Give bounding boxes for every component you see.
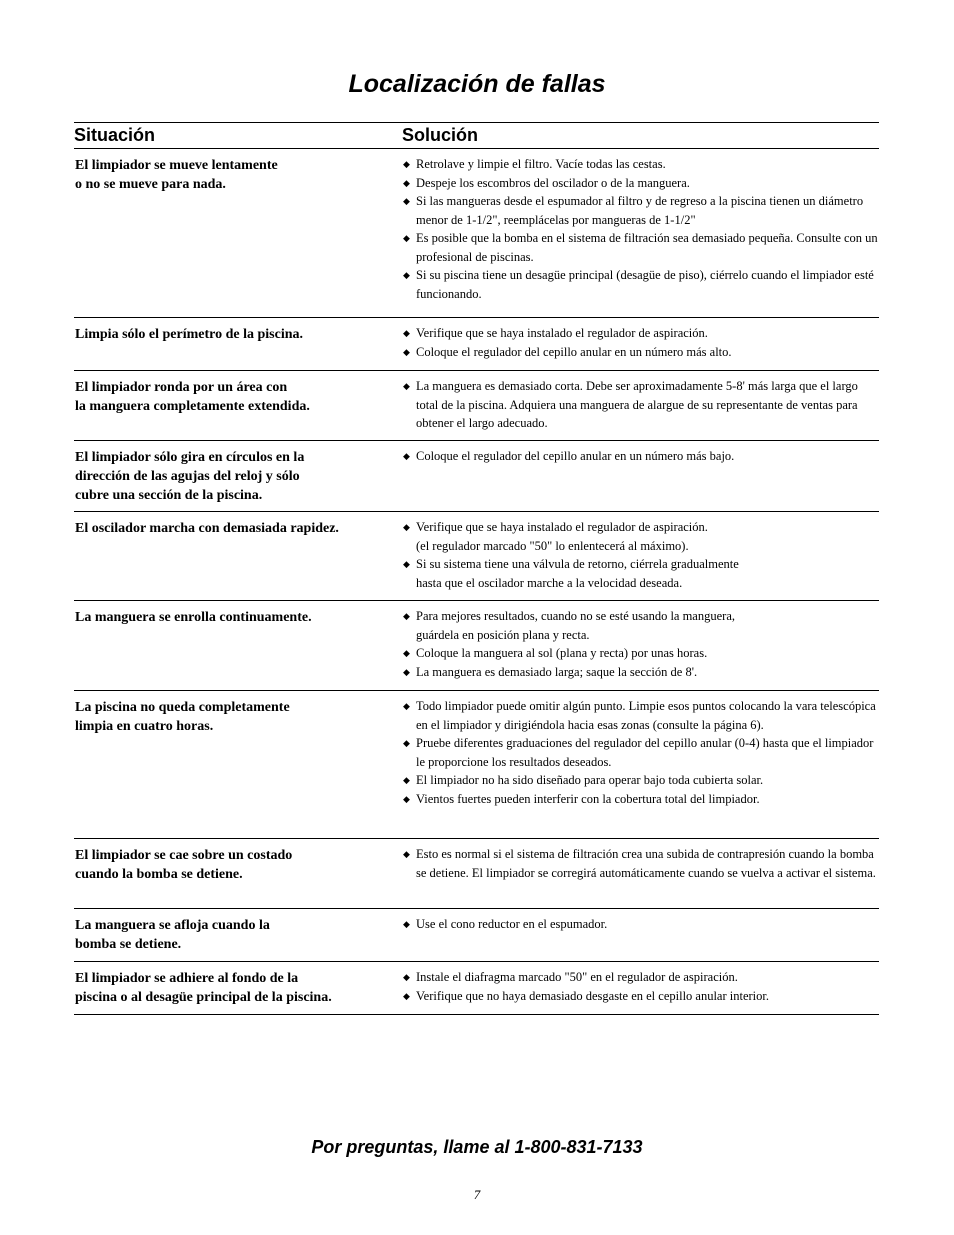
table-header [74,122,879,149]
header-situation: Situación [74,125,156,145]
solution-item [403,697,879,734]
solution-item [403,734,879,771]
situation-cell [74,318,399,370]
bullet-icon: ◆ [403,451,410,461]
solution-text: Esto es normal si el sistema de filtración crea una subida de contrapresión cuando la bomba se detiene. El limpiador se corregirá automáticamente cuando se vuelva a activar el sistema. [416,847,876,880]
situation-text: El limpiador se cae sobre un costado cuando la bomba se detiene. [75,848,293,882]
solution-item [403,987,879,1006]
solution-text: El limpiador no ha sido diseñado para operar bajo toda cubierta solar. [416,773,764,787]
solution-text: Verifique que no haya demasiado desgaste en el cepillo anular interior. [416,988,769,1003]
solution-item [403,555,879,592]
solution-text: Instale el diafragma marcado "50" en el regulador de aspiración. [416,970,738,984]
solution-list [399,149,879,317]
bullet-icon: ◆ [403,648,410,658]
bullet-icon: ◆ [403,738,410,748]
solution-text: La manguera es demasiado larga; saque la sección de 8'. [416,664,698,679]
bullet-icon: ◆ [403,849,410,859]
bullet-icon: ◆ [403,233,410,243]
contact-footer: Por preguntas, llame al 1-800-831-7133 [311,1137,643,1157]
situation-text: La manguera se afloja cuando la bomba se detiene. [75,918,270,952]
solution-list [399,909,879,961]
solution-item [403,324,879,343]
solution-text: Coloque la manguera al sol (plana y recta) por unas horas. [416,646,708,660]
table-row [74,441,879,512]
bullet-icon: ◆ [403,328,410,338]
bullet-icon: ◆ [403,270,410,280]
situation-text: La manguera se enrolla continuamente. [75,610,312,625]
solution-list [399,318,879,370]
situation-text: Limpia sólo el perímetro de la piscina. [75,327,304,342]
page-title: Localización de fallas [348,70,606,98]
situation-text: El limpiador ronda por un área con la manguera completamente extendida. [75,380,310,414]
solution-item [403,644,879,663]
solution-text: Coloque el regulador del cepillo anular en un número más bajo. [416,449,735,463]
solution-item [403,915,879,934]
solution-item [403,607,879,644]
bullet-icon: ◆ [403,919,410,929]
bullet-icon: ◆ [403,701,410,711]
table-row [74,909,879,962]
situation-text: El limpiador se adhiere al fondo de la piscina o al desagüe principal de la piscina. [75,971,332,1005]
solution-text: Retrolave y limpie el filtro. Vacíe todas las cestas. [416,157,666,171]
solution-list [399,601,879,690]
situation-cell [74,149,399,317]
solution-list [399,512,879,600]
situation-text: El limpiador se mueve lentamente o no se mueve para nada. [75,158,278,192]
table-row [74,318,879,371]
bullet-icon: ◆ [403,775,410,785]
solution-item [403,174,879,193]
solution-item [403,155,879,174]
solution-item [403,663,879,682]
table-row [74,149,879,318]
table-row [74,371,879,441]
bullet-icon: ◆ [403,972,410,982]
solution-text: Coloque el regulador del cepillo anular en un número más alto. [416,344,732,359]
bullet-icon: ◆ [403,381,410,391]
solution-item [403,518,879,555]
situation-cell [74,691,399,838]
bullet-icon: ◆ [403,990,410,1001]
situation-cell [74,962,399,1014]
situation-text: La piscina no queda completamente limpia en cuatro horas. [75,700,290,734]
solution-item [403,377,879,433]
solution-item [403,447,879,466]
solution-item [403,845,879,882]
solution-text: Pruebe diferentes graduaciones del regulador del cepillo anular (0-4) hasta que el limpiador le proporcione los resultados deseados. [416,736,874,769]
solution-item [403,771,879,790]
solution-list [399,839,879,908]
solution-text: Para mejores resultados, cuando no se esté usando la manguera, guárdela en posición plana y recta. [416,609,735,642]
solution-text: Si su sistema tiene una válvula de retorno, ciérrela gradualmente hasta que el oscilador marche a la velocidad deseada. [416,557,739,590]
troubleshooting-table [74,149,879,1015]
solution-text: Si su piscina tiene un desagüe principal (desagüe de piso), ciérrelo cuando el limpiador esté funcionando. [416,268,874,301]
solution-text: Despeje los escombros del oscilador o de la manguera. [416,175,690,190]
bullet-icon: ◆ [403,793,410,804]
situation-text: El oscilador marcha con demasiada rapidez. [75,521,339,536]
table-row [74,601,879,691]
solution-item [403,266,879,303]
solution-text: La manguera es demasiado corta. Debe ser aproximadamente 5-8' más larga que el largo total de la piscina. Adquiera una manguera de alargue de su representante de ventas para obtener el largo adecuado. [416,379,858,430]
bullet-icon: ◆ [403,196,410,206]
bullet-icon: ◆ [403,522,410,532]
page-number: 7 [473,1187,481,1202]
table-row [74,839,879,909]
solution-text: Es posible que la bomba en el sistema de filtración sea demasiado pequeña. Consulte con un profesional de piscinas. [416,231,878,264]
solution-text: Vientos fuertes pueden interferir con la cobertura total del limpiador. [416,791,760,806]
solution-item [403,968,879,987]
situation-cell [74,839,399,908]
situation-text: El limpiador sólo gira en círculos en la dirección de las agujas del reloj y sólo cubre una sección de la piscina. [75,450,305,503]
solution-item [403,790,879,809]
bullet-icon: ◆ [403,177,410,188]
situation-cell [74,909,399,961]
situation-cell [74,601,399,690]
solution-text: Use el cono reductor en el espumador. [416,917,608,931]
situation-cell [74,371,399,440]
solution-text: Verifique que se haya instalado el regulador de aspiración. (el regulador marcado "50" lo enlentecerá al máximo). [416,520,708,553]
bullet-icon: ◆ [403,159,410,169]
solution-list [399,962,879,1014]
solution-item [403,229,879,266]
solution-text: Si las mangueras desde el espumador al filtro y de regreso a la piscina tienen un diámetro menor de 1-1/2", reemplácelas por mangueras de 1-1/2" [416,194,864,227]
solution-list [399,691,879,838]
header-solution: Solución [402,125,478,145]
solution-item [403,192,879,229]
bullet-icon: ◆ [403,611,410,621]
situation-cell [74,512,399,600]
bullet-icon: ◆ [403,666,410,677]
bullet-icon: ◆ [403,559,410,569]
solution-list [399,371,879,440]
solution-text: Verifique que se haya instalado el regulador de aspiración. [416,326,708,340]
solution-text: Todo limpiador puede omitir algún punto. Limpie esos puntos colocando la vara telescópica en el limpiador y dirigiéndola hacia esas zonas (consulte la página 6). [416,699,876,732]
table-row [74,512,879,601]
table-row [74,962,879,1015]
table-row [74,691,879,839]
solution-item [403,343,879,362]
situation-cell [74,441,399,511]
bullet-icon: ◆ [403,346,410,357]
solution-list [399,441,879,511]
